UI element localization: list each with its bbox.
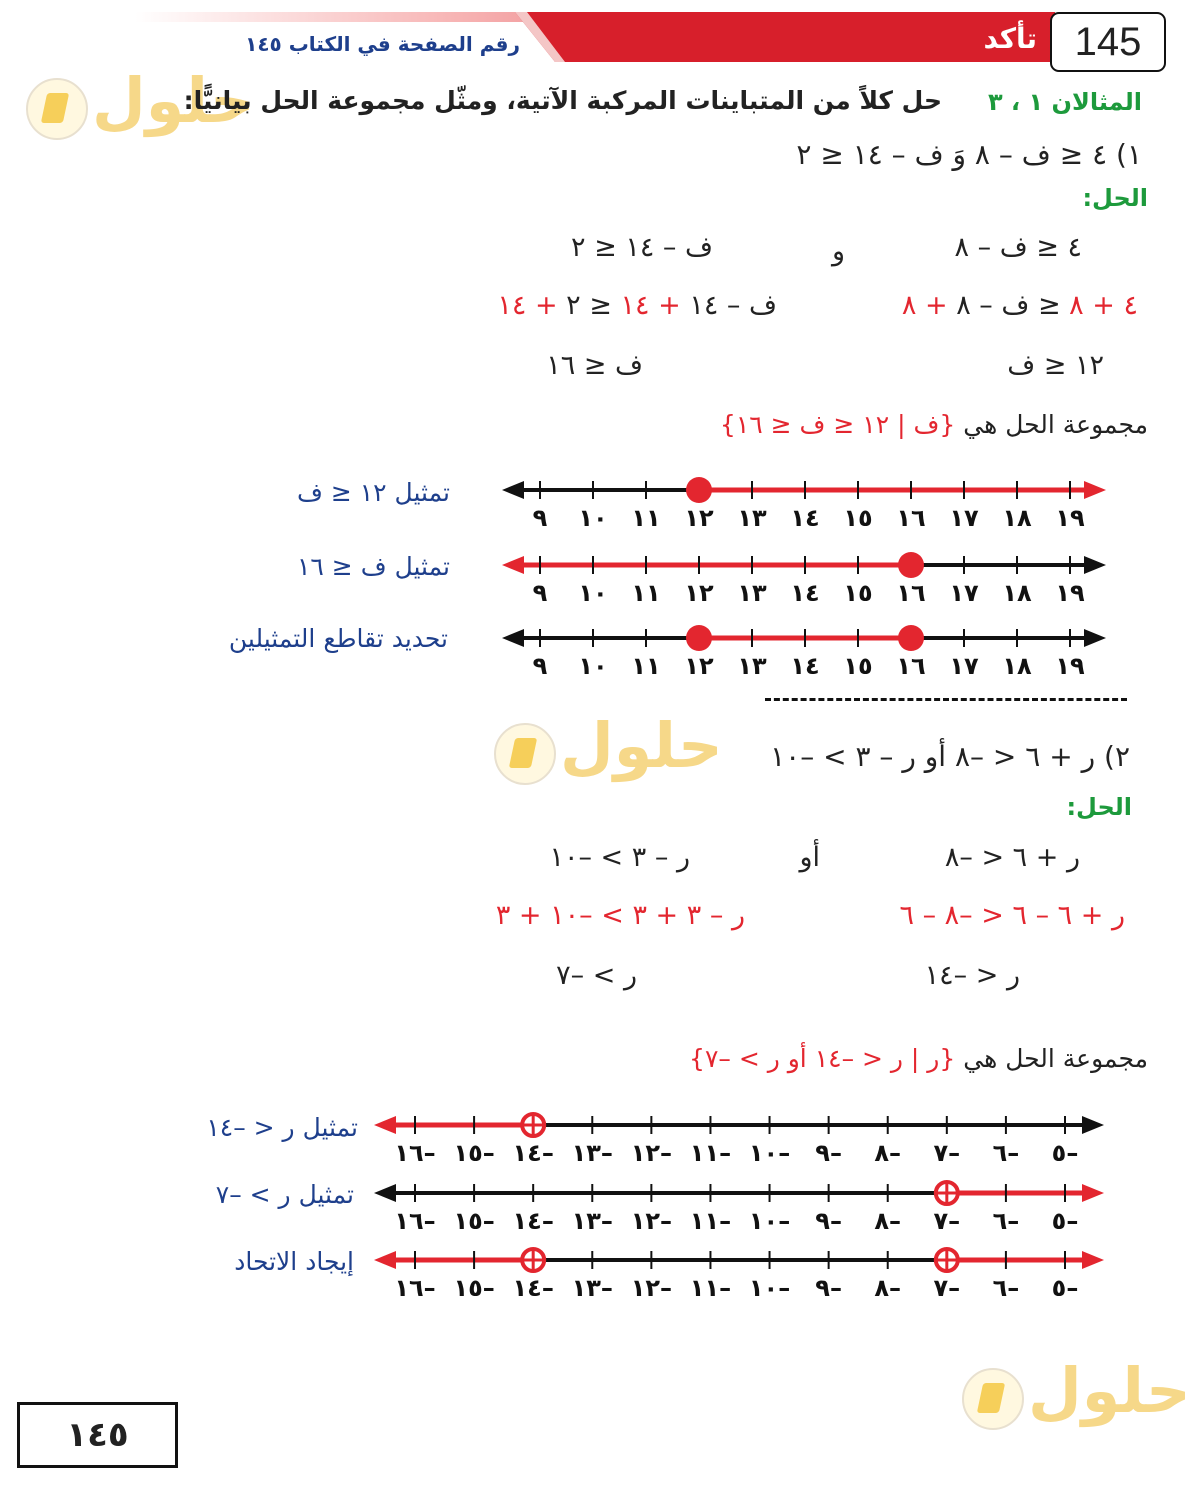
- tick-label: ١٤: [790, 652, 820, 680]
- tick-label: ١٣: [737, 504, 767, 532]
- tick-label: –١٣: [571, 1274, 613, 1302]
- arrow-head: [1084, 629, 1106, 647]
- tick-label: –١٠: [748, 1274, 791, 1302]
- closed-point: [898, 625, 924, 651]
- tick-label: ١٢: [684, 579, 714, 607]
- step-right-2: ف – ١٤ + ١٤ ≤ ٢ + ١٤: [497, 290, 777, 321]
- tick-label: ٩: [532, 504, 548, 532]
- tick-label: –١٦: [394, 1139, 436, 1167]
- inequality: ر + ٦ < –٨ أو ر – ٣ > –١٠: [770, 740, 1096, 773]
- tick-label: ٩: [532, 652, 548, 680]
- tick-label: –٩: [815, 1139, 842, 1167]
- tick-label: –١١: [689, 1139, 732, 1167]
- arrow-head: [1084, 481, 1106, 499]
- arrow-head: [502, 481, 524, 499]
- tick-label: –١٢: [630, 1274, 673, 1302]
- tick-label: ١٥: [843, 652, 873, 680]
- tick-label: –٦: [992, 1139, 1020, 1167]
- tick-label: –٨: [874, 1139, 902, 1167]
- tick-label: –١٤: [512, 1274, 554, 1302]
- tick-label: –٥: [1051, 1139, 1079, 1167]
- tick-label: ١٤: [790, 504, 820, 532]
- tick-label: –٨: [874, 1274, 902, 1302]
- solution-label: الحل:: [1066, 793, 1132, 821]
- graph-label-1: تمثيل ر < –١٤: [206, 1113, 358, 1142]
- tick-label: –٩: [815, 1207, 842, 1235]
- graph-label-2: تمثيل ر > –٧: [215, 1180, 354, 1209]
- graph-label-2: تمثيل ف ≤ ١٦: [297, 552, 450, 581]
- step-left-3: ر < –١٤: [924, 960, 1020, 991]
- step-right-1: ر – ٣ > –١٠: [549, 842, 690, 873]
- step-left-1: ٤ ≤ ف – ٨: [954, 232, 1082, 263]
- section-divider: [765, 698, 1127, 701]
- step-left-1: ر + ٦ < –٨: [944, 842, 1080, 873]
- arrow-head: [502, 629, 524, 647]
- tick-label: ١٧: [949, 652, 979, 680]
- solution-label: الحل:: [1082, 184, 1148, 212]
- tick-label: –١٢: [630, 1139, 673, 1167]
- step-right-2: ر – ٣ + ٣ > –١٠ + ٣: [495, 900, 745, 931]
- tick-label: ٩: [532, 579, 548, 607]
- tick-label: ١٦: [896, 579, 926, 607]
- tick-label: ١٩: [1055, 652, 1085, 680]
- tick-label: –١٥: [453, 1274, 495, 1302]
- tick-label: –٧: [933, 1274, 961, 1302]
- connector-or: أو: [799, 842, 820, 873]
- tick-label: ١٩: [1055, 504, 1085, 532]
- arrow-head: [374, 1251, 396, 1269]
- tick-label: –١٠: [748, 1139, 791, 1167]
- book-page-reference: رقم الصفحة في الكتاب ١٤٥: [245, 32, 520, 56]
- closed-point: [898, 552, 924, 578]
- tick-label: ١٦: [896, 652, 926, 680]
- tick-label: ١٢: [684, 504, 714, 532]
- tick-label: ١٥: [843, 579, 873, 607]
- solution-set-row: مجموعة الحل هي {ر | ر < –١٤ أو ر > –٧}: [689, 1044, 1148, 1073]
- tick-label: –٨: [874, 1207, 902, 1235]
- step-left-3: ١٢ ≤ ف: [1007, 350, 1104, 381]
- tick-label: ١٨: [1002, 652, 1032, 680]
- tick-label: ١١: [631, 652, 661, 680]
- tick-label: –١٥: [453, 1207, 495, 1235]
- tick-label: –٥: [1051, 1274, 1079, 1302]
- tick-label: –١٤: [512, 1207, 554, 1235]
- graph-label-3: إيجاد الاتحاد: [234, 1247, 354, 1276]
- tick-label: ١٨: [1002, 504, 1032, 532]
- arrow-head: [1082, 1116, 1104, 1134]
- arrow-head: [374, 1116, 396, 1134]
- tick-label: –١٦: [394, 1274, 436, 1302]
- tick-label: –٧: [933, 1139, 961, 1167]
- tick-label: ١٣: [737, 652, 767, 680]
- tick-label: –١١: [689, 1207, 732, 1235]
- hulul-logo-watermark: حلول: [958, 1360, 1163, 1440]
- tick-label: –١١: [689, 1274, 732, 1302]
- step-left-2: ٤ + ٨ ≤ ف – ٨ + ٨: [901, 290, 1138, 321]
- tick-label: –٦: [992, 1274, 1020, 1302]
- tick-label: ١٤: [790, 579, 820, 607]
- tick-label: –٥: [1051, 1207, 1079, 1235]
- graph-label-1: تمثيل ١٢ ≤ ف: [296, 478, 450, 507]
- closed-point: [686, 625, 712, 651]
- step-left-2: ر + ٦ – ٦ < –٨ – ٦: [899, 900, 1125, 931]
- arrow-head: [502, 556, 524, 574]
- closed-point: [686, 477, 712, 503]
- tick-label: ١٦: [896, 504, 926, 532]
- hulul-logo: حلول: [22, 70, 227, 150]
- tick-label: –١٠: [748, 1207, 791, 1235]
- arrow-head: [1082, 1251, 1104, 1269]
- step-right-3: ر > –٧: [556, 960, 637, 991]
- solution-set: {ف | ١٢ ≤ ف ≤ ١٦}: [719, 410, 956, 439]
- tick-label: ١٩: [1055, 579, 1085, 607]
- connector-and: و: [831, 236, 845, 267]
- problem-number: ١): [1116, 138, 1142, 171]
- tick-label: ١٠: [578, 504, 608, 532]
- graph-label-3: تحديد تقاطع التمثيلين: [228, 624, 448, 653]
- step-right-3: ف ≤ ١٦: [546, 350, 643, 381]
- tick-label: ١٧: [949, 579, 979, 607]
- solution-set: {ر | ر < –١٤ أو ر > –٧}: [689, 1044, 956, 1073]
- step-right-1: ف – ١٤ ≤ ٢: [571, 232, 713, 263]
- arrow-head: [374, 1184, 396, 1202]
- problem-number: ٢): [1104, 740, 1130, 773]
- problem-2-statement: [770, 740, 1130, 773]
- tick-label: ١٨: [1002, 579, 1032, 607]
- tick-label: ١٠: [578, 579, 608, 607]
- page-number-footer: ١٤٥: [17, 1402, 178, 1468]
- tick-label: –١٣: [571, 1139, 613, 1167]
- arrow-head: [1082, 1184, 1104, 1202]
- tick-label: –١٢: [630, 1207, 673, 1235]
- solution-set-row: مجموعة الحل هي {ف | ١٢ ≤ ف ≤ ١٦}: [719, 410, 1148, 439]
- header-title: تأكد: [983, 22, 1037, 55]
- tick-label: –١٥: [453, 1139, 495, 1167]
- hulul-logo-watermark: حلول: [490, 715, 695, 795]
- tick-label: ١٣: [737, 579, 767, 607]
- tick-label: –٧: [933, 1207, 961, 1235]
- inequality: ٤ ≤ ف – ٨ وَ ف – ١٤ ≤ ٢: [796, 138, 1108, 171]
- tick-label: –١٣: [571, 1207, 613, 1235]
- tick-label: ١٢: [684, 652, 714, 680]
- tick-label: ١١: [631, 579, 661, 607]
- examples-reference: المثالان ١ ، ٣: [988, 88, 1142, 116]
- tick-label: ١٥: [843, 504, 873, 532]
- tick-label: –٦: [992, 1207, 1020, 1235]
- arrow-head: [1084, 556, 1106, 574]
- tick-label: ١٧: [949, 504, 979, 532]
- tick-label: –١٤: [512, 1139, 554, 1167]
- tick-label: ١٠: [578, 652, 608, 680]
- tick-label: –١٦: [394, 1207, 436, 1235]
- tick-label: –٩: [815, 1274, 842, 1302]
- instruction-text: حل كلاً من المتباينات المركبة الآتية، ومثّل مجموعة الحل بيانيًّا:: [183, 86, 942, 115]
- page-number-badge: 145: [1050, 12, 1166, 72]
- tick-label: ١١: [631, 504, 661, 532]
